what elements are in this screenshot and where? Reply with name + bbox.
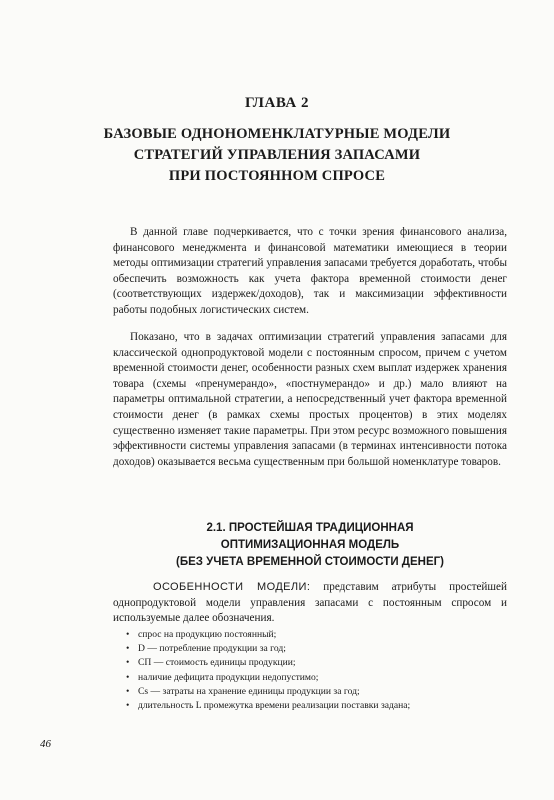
list-item: • CП — стоимость единицы продукции;	[138, 656, 504, 670]
second-paragraph: Показано, что в задачах оптимизации стратегий управления запасами для классической однопродуктовой модели с постоянным спросом, причем с учетом временной стоимости денег, особенности разных схем выплат издержек хранения товара (схемы «пренумерандо», «постнумерандо» и др.) мало влияют на параметры оптимальной стратегии, а непосредственный учет фактора временной стоимости денег (в рамках схемы простых процентов) в этих моделях существенно изменяет такие параметры. При этом ресурс возможного повышения эффективности системы управления запасами (в терминах интенсивности потока доходов) оказывается весьма существенным при большой номенклатуре товаров.	[113, 331, 507, 468]
model-attributes-list	[138, 628, 504, 713]
section-title-line: (БЕЗ УЧЕТА ВРЕМЕННОЙ СТОИМОСТИ ДЕНЕГ)	[176, 556, 444, 568]
features-lead: ОСОБЕННОСТИ МОДЕЛИ:	[153, 581, 311, 593]
model-features-paragraph	[113, 580, 507, 627]
features-text: представим атрибуты простейшей однопродуктовой модели управления запасами с постоянным спросом и используемые далее обозначения.	[113, 581, 507, 625]
chapter-title-line: ПРИ ПОСТОЯННОМ СПРОСЕ	[168, 168, 386, 184]
list-item: • длительность L промежутка времени реализации поставки задана;	[138, 699, 504, 713]
chapter-label: ГЛАВА 2	[245, 95, 309, 111]
chapter-title	[40, 124, 514, 187]
section-title-line: ОПТИМИЗАЦИОННАЯ МОДЕЛЬ	[220, 539, 400, 551]
page-number: 46	[40, 738, 51, 750]
second-paragraph-block	[113, 330, 507, 470]
list-item: • D — потребление продукции за год;	[138, 642, 504, 656]
chapter-title-line: БАЗОВЫЕ ОДНОНОМЕНКЛАТУРНЫЕ МОДЕЛИ	[103, 126, 451, 142]
section-title	[113, 520, 507, 571]
section-title-line: 2.1. ПРОСТЕЙШАЯ ТРАДИЦИОННАЯ	[206, 522, 414, 534]
chapter-title-line: СТРАТЕГИЙ УПРАВЛЕНИЯ ЗАПАСАМИ	[133, 147, 421, 163]
list-item: • наличие дефицита продукции недопустимо;	[138, 671, 504, 685]
list-item: • Cs — затраты на хранение единицы продукции за год;	[138, 685, 504, 699]
list-item: • спрос на продукцию постоянный;	[138, 628, 504, 642]
intro-paragraph-block	[113, 225, 507, 319]
intro-paragraph: В данной главе подчеркивается, что с точки зрения финансового анализа, финансового менеджмента и финансовой математики имеющиеся в теории методы оптимизации стратегий управления запасами требуется доработать, чтобы обеспечить возможность как учета фактора временной стоимости денег (соответствующих издержек/доходов), так и максимизации эффективности работы подобных логистических систем.	[113, 226, 507, 316]
